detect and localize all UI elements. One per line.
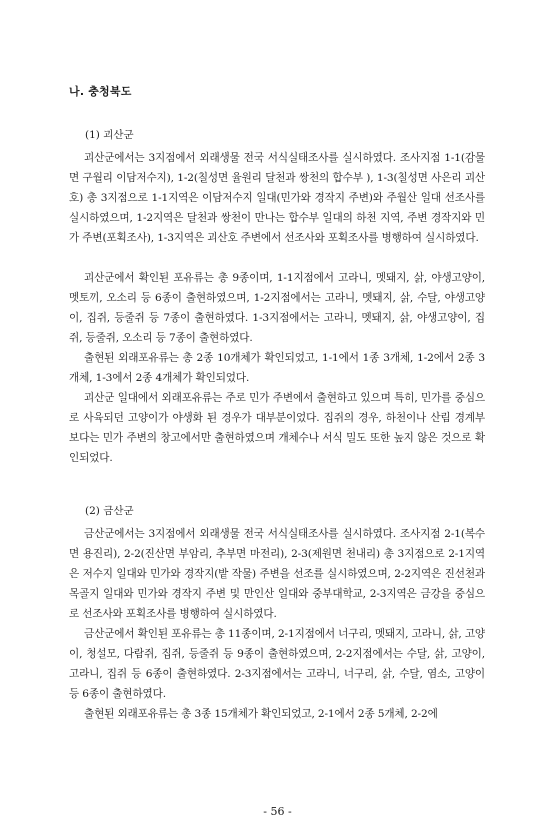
- subsection-title-goesan: (1) 괴산군: [85, 129, 134, 141]
- paragraph: 출현된 외래포유류는 총 2종 10개체가 확인되었고, 1-1에서 1종 3개체, 1-2에서 2종 3개체, 1-3에서 2종 4개체가 확인되었다.: [69, 352, 485, 384]
- paragraph: 괴산군에서 확인된 포유류는 총 9종이며, 1-1지점에서 고라니, 멧돼지, 삵, 야생고양이, 멧토끼, 오소리 등 6종이 출현하였으며, 1-2지점에서는 고라니, 멧돼지, 삵, 수달, 야생고양이, 집쥐, 등줄쥐 등 7종이 출현하였다. 1-3지점에서는 고라니, 멧돼지, 삵, 야생고양이, 집쥐, 등줄쥐, 오소리 등 7종이 출현하였다.: [69, 272, 485, 344]
- paragraph: 금산군에서 확인된 포유류는 총 11종이며, 2-1지점에서 너구리, 멧돼지, 고라니, 삵, 고양이, 청설모, 다람쥐, 집쥐, 등줄쥐 등 9종이 출현하였으며, 2-2지점에서는 수달, 삵, 고양이, 고라니, 집쥐 등 6종이 출현하였다. 2-3지점에서는 고라니, 너구리, 삵, 수달, 염소, 고양이 등 6종이 출현하였다.: [69, 628, 485, 700]
- paragraph: 출현된 외래포유류는 총 3종 15개체가 확인되었고, 2-1에서 2종 5개체, 2-2에: [84, 708, 438, 720]
- paragraph: 괴산군 일대에서 외래포유류는 주로 민가 주변에서 출현하고 있으며 특히, 민가를 중심으로 사육되던 고양이가 야생화 된 경우가 대부분이었다. 집쥐의 경우, 하천이나 산림 경계부 보다는 민가 주변의 창고에서만 출현하였으며 개체수나 서식 밀도 또한 높지 않은 것으로 확인되었다.: [69, 392, 485, 464]
- subsection-title-geumsan: (2) 금산군: [85, 505, 134, 517]
- section-heading: 나. 충청북도: [69, 85, 132, 98]
- paragraph: 괴산군에서는 3지점에서 외래생물 전국 서식실태조사를 실시하였다. 조사지점 1-1(감물면 구월리 이담저수지), 1-2(칠성면 율원리 달천과 쌍천의 합수부 ), 1-3(칠성면 사은리 괴산호) 총 3지점으로 1-1지역은 이담저수지 일대(민가와 경작지 주변)와 주월산 일대 선조사를 실시하였으며, 1-2지역은 달천과 쌍천이 만나는 합수부 일대의 하천 지역, 주변 경작지와 민가 주변(포획조사), 1-3지역은 괴산호 주변에서 선조사와 포획조사를 병행하여 실시하였다.: [69, 152, 485, 244]
- page-number: - 56 -: [263, 805, 292, 818]
- paragraph: 금산군에서는 3지점에서 외래생물 전국 서식실태조사를 실시하였다. 조사지점 2-1(복수면 용진리), 2-2(진산면 부암리, 추부면 마전리), 2-3(제원면 천내리) 총 3지점으로 2-1지역은 저수지 일대와 민가와 경작지(밭 작물) 주변을 선조를 실시하였으며, 2-2지역은 진선천과 목골지 일대와 민가와 경작지 주변 및 만인산 일대와 중부대학교, 2-3지역은 금강을 중심으로 선조사와 포획조사를 병행하여 실시하였다.: [69, 528, 485, 620]
